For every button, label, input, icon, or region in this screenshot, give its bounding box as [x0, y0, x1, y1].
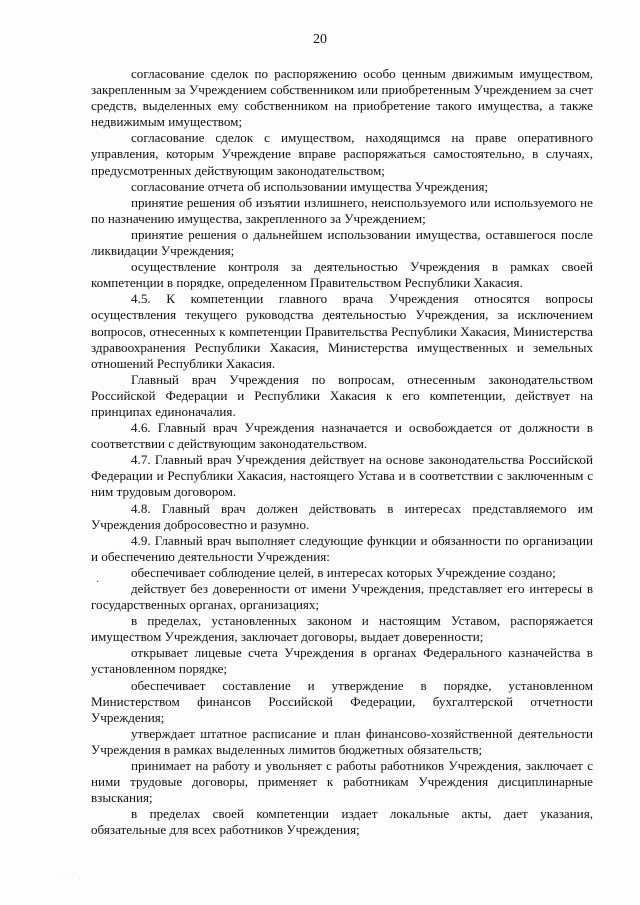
paragraph: осуществление контроля за деятельностью Учреждения в рамках своей компетенции в порядке, определенном Правительством Республики Хакасия. [91, 259, 593, 291]
paragraph: 4.9. Главный врач выполняет следующие функции и обязанности по организации и обеспечению деятельности Учреждения: [91, 532, 593, 564]
paragraph: 4.5. К компетенции главного врача Учреждения относятся вопросы осуществления текущего руководства деятельностью Учреждения, за исключением вопросов, отнесенных к компетенции Правительства Республики Хакасия, Министерства здравоохранения Республики Хакасия, Министерства имущественных и земельных отношений Республики Хакасия. [91, 291, 593, 371]
paragraph: открывает лицевые счета Учреждения в органах Федерального казначейства в установленном порядке; [91, 645, 593, 677]
document-body [91, 66, 593, 839]
paragraph: принятие решения об изъятии излишнего, неиспользуемого или используемого не по назначению имущества, закрепленного за Учреждением; [91, 194, 593, 226]
paragraph: утверждает штатное расписание и план финансово-хозяйственной деятельности Учреждения в рамках выделенных лимитов бюджетных обязательств; [91, 725, 593, 757]
scan-dot-mark: · [96, 577, 100, 588]
paragraph: Главный врач Учреждения по вопросам, отнесенным законодательством Российской Федерации и Республики Хакасия к его компетенции, действует на принципах единоначалия. [91, 371, 593, 419]
page-number: 20 [313, 32, 327, 47]
paragraph: согласование сделок по распоряжению особо ценным движимым имуществом, закрепленным за Учреждением собственником или приобретенным Учреждением за счет средств, выделенных ему собственником на приобретение такого имущества, а также недвижимым имуществом; [91, 66, 593, 130]
paragraph: 4.6. Главный врач Учреждения назначается и освобождается от должности в соответствии с действующим законодательством. [91, 420, 593, 452]
paragraph: 4.8. Главный врач должен действовать в интересах представляемого им Учреждения добросовестно и разумно. [91, 500, 593, 532]
paragraph: согласование отчета об использовании имущества Учреждения; [131, 178, 489, 194]
paragraph: в пределах своей компетенции издает локальные акты, дает указания, обязательные для всех работников Учреждения; [91, 806, 593, 838]
paragraph: обеспечивает соблюдение целей, в интересах которых Учреждение создано; [131, 564, 556, 580]
paragraph: 4.7. Главный врач Учреждения действует на основе законодательства Российской Федерации и Республики Хакасия, настоящего Устава и в соответствии с заключенным с ним трудовым договором. [91, 452, 593, 500]
paragraph: действует без доверенности от имени Учреждения, представляет его интересы в государственных органах, организациях; [91, 581, 593, 613]
scan-artifact-dots: · · · [58, 876, 84, 883]
paragraph: согласование сделок с имуществом, находящимся на праве оперативного управления, которым Учреждение вправе распоряжаться самостоятельно, в случаях, предусмотренных действующим законодательством; [91, 130, 593, 178]
paragraph: принимает на работу и увольняет с работы работников Учреждения, заключает с ними трудовые договоры, применяет к работникам Учреждения дисциплинарные взыскания; [91, 758, 593, 806]
paragraph: принятие решения о дальнейшем использовании имущества, оставшегося после ликвидации Учреждения; [91, 226, 593, 259]
paragraph: обеспечивает составление и утверждение в порядке, установленном Министерством финансов Российской Федерации, бухгалтерской отчетности Учреждения; [91, 677, 593, 725]
paragraph: в пределах, установленных законом и настоящим Уставом, распоряжается имуществом Учреждения, заключает договоры, выдает доверенности; [91, 613, 593, 645]
